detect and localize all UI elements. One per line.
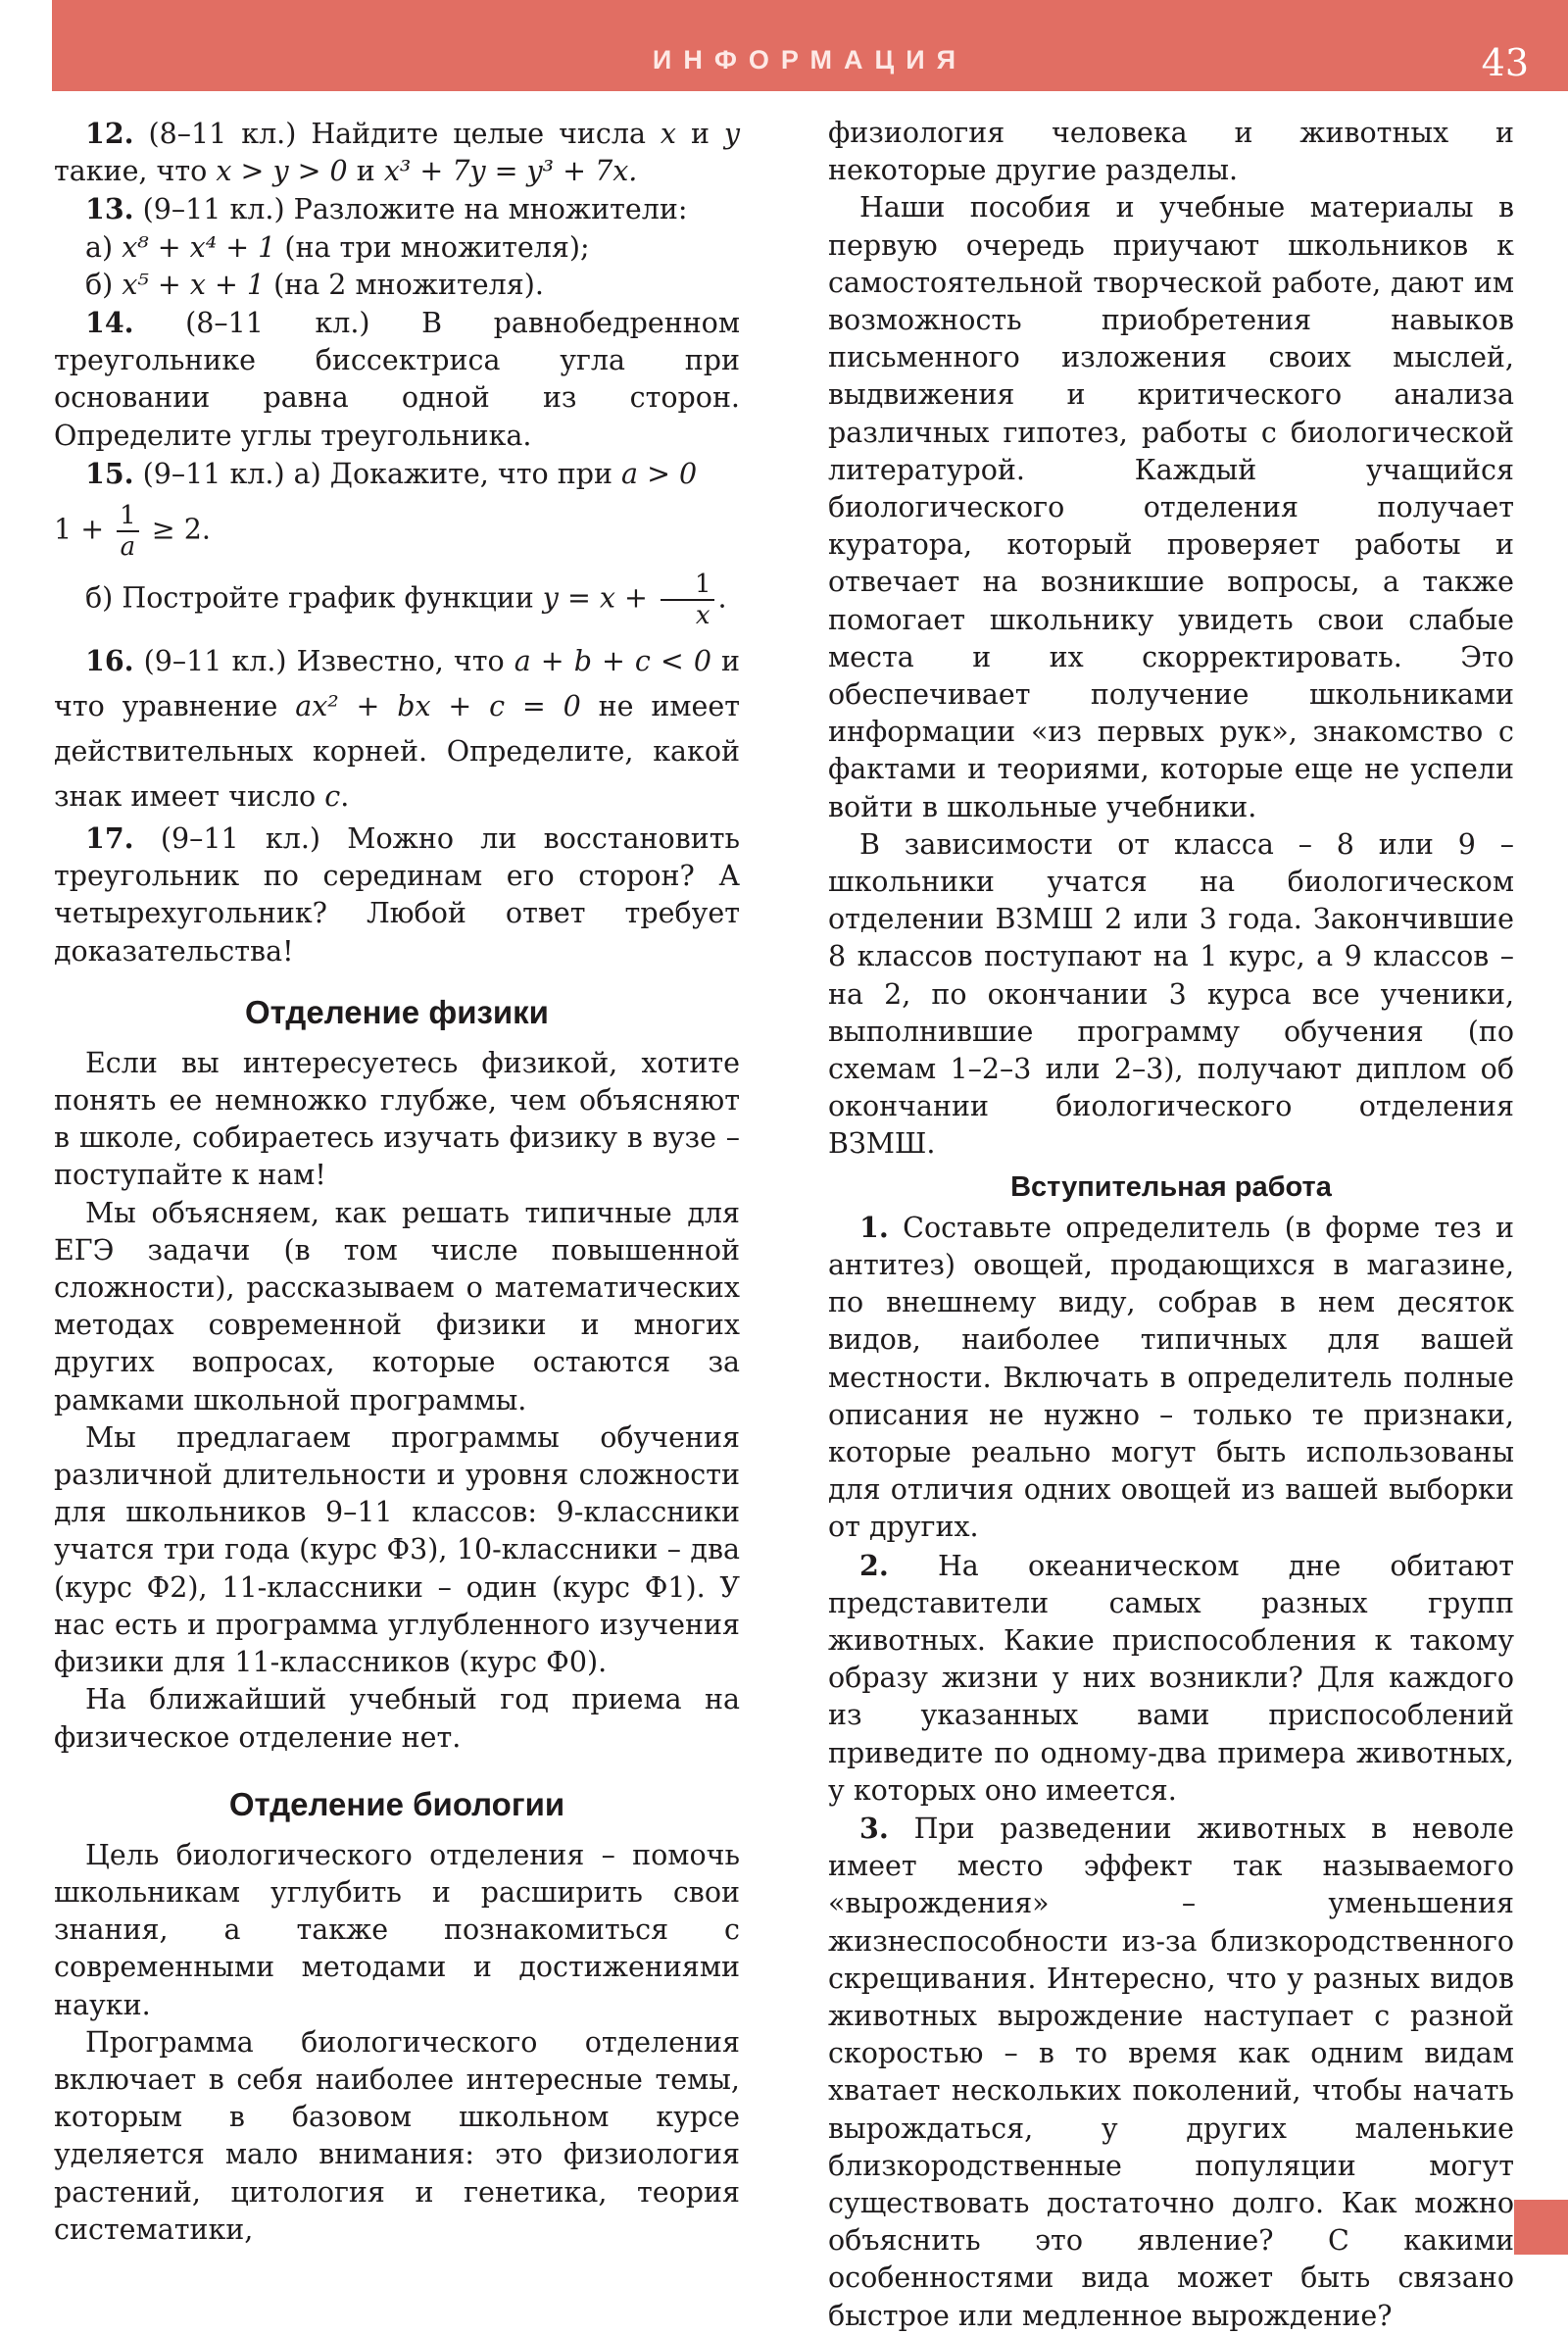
- problem-15-inequality: 1 + $\frac{1}{a}$ ≥ 2.: [54, 501, 211, 563]
- fraction-1-over-a: $\frac{1}{a}$: [117, 501, 139, 562]
- biology-paragraph-part1: Программа биологического отделения включает в себя наиболее интересные темы, которым в базовом школьном курсе уделяется мало внимания: это физиология растений, цитология и генетика, теория систематики,: [54, 2025, 740, 2246]
- corner-accent-block: [1514, 2200, 1568, 2255]
- right-column: [828, 115, 1514, 2335]
- physics-section-title: Отделение физики: [245, 993, 549, 1030]
- physics-paragraph: Мы предлагаем программы обучения различной длительности и уровня сложности для школьников 9–11 классов: 9-классники учатся три года (курс Ф3), 10-классники – два (курс Ф2), 11-классники – один (курс Ф1). У нас есть и программа углубленного изучения физики для 11-классников (курс Ф0).: [54, 1420, 740, 1679]
- entrance-task: 2. На океаническом дне обитают представители самых разных групп животных. Какие приспособления к такому образу жизни у них возникли? Для каждого из указанных вами приспособлений приведите по одному-два примера животных, у которых оно имеется.: [828, 1548, 1515, 1807]
- biology-paragraph: Цель биологического отделения – помочь школьникам углубить и расширить свои знания, а также познакомиться с современными методами и достижениями науки.: [54, 1838, 740, 2021]
- problem-15-b: б) Постройте график функции y = x + $\frac{1}{x}$ .: [85, 570, 727, 631]
- left-column: [54, 115, 740, 2249]
- biology-section-title: Отделение биологии: [228, 1785, 565, 1822]
- entrance-work-title: Вступительная работа: [1010, 1170, 1332, 1203]
- problem-12: 12. (8–11 кл.) Найдите целые числа x и y такие, что x > y > 0 и x³ + 7y = y³ + 7x.: [54, 117, 741, 188]
- entrance-task: 1. Составьте определитель (в форме тез и антитез) овощей, продающихся в магазине, по внешнему виду, собрав в нем десяток видов, наиболее типичных для вашей местности. Включать в определитель полные описания не нужно – только те признаки, которые реально могут быть использованы для отличия одних овощей из вашей выборки от других.: [828, 1210, 1514, 1544]
- physics-paragraph: На ближайший учебный год приема на физическое отделение нет.: [54, 1683, 740, 1754]
- biology-paragraph-part2: физиология человека и животных и некоторые другие разделы.: [828, 117, 1514, 187]
- problem-14: 14. (8–11 кл.) В равнобедренном треугольнике биссектриса угла при основании равна одной из сторон. Определите углы треугольника.: [54, 306, 741, 452]
- problem-13-b: б) x⁵ + x + 1 (на 2 множителя).: [85, 268, 544, 301]
- biology-paragraph: Наши пособия и учебные материалы в первую очередь приучают школьников к самостоятельной творческой работе, дают им возможность приобретения навыков письменного изложения своих мыслей, выдвижения и критического анализа различных гипотез, работы с биологической литературой. Каждый учащийся биологического отделения получает куратора, который проверяет работы и отвечает на возникшие вопросы, а также помогает школьнику увидеть свои слабые места и их скорректировать. Это обеспечивает получение школьниками информации «из первых рук», знакомство с фактами и теориями, которые еще не успели войти в школьные учебники.: [828, 191, 1514, 823]
- page-number: 43: [1481, 41, 1529, 84]
- fraction-1-over-x: $\frac{1}{x}$: [661, 570, 714, 630]
- problem-16: 16. (9–11 кл.) Известно, что a + b + c < 0 и что уравнение ax² + bx + c = 0 не имеет действительных корней. Определите, какой знак имеет число c.: [54, 644, 741, 814]
- problem-15: 15. (9–11 кл.) а) Докажите, что при a > 0: [85, 456, 698, 490]
- physics-paragraph: Если вы интересуетесь физикой, хотите понять ее немножко глубже, чем объясняют в школе, собираетесь изучать физику в вузе – поступайте к нам!: [54, 1046, 740, 1192]
- header-band: [52, 0, 1568, 91]
- physics-paragraph: Мы объясняем, как решать типичные для ЕГЭ задачи (в том числе повышенной сложности), рассказываем о математических методах современной физики и многих других вопросах, которые остаются за рамками школьной программы.: [54, 1196, 740, 1416]
- problem-13: 13. (9–11 кл.) Разложите на множители:: [85, 192, 688, 226]
- problem-13-a: а) x⁸ + x⁴ + 1 (на три множителя);: [85, 230, 590, 264]
- entrance-task: 3. При разведении животных в неволе имеет место эффект так называемого «вырождения» – уменьшения жизнеспособности из-за близкородственного скрещивания. Интересно, что у разных видов животных вырождение наступает с разной скоростью – в то время как одним видам хватает нескольких поколений, чтобы начать вырождаться, у других маленькие близкородственные популяции могут существовать достаточно долго. Как можно объяснить это явление? С какими особенностями вида может быть связано быстрое или медленное вырождение?: [828, 1811, 1514, 2332]
- problem-17: 17. (9–11 кл.) Можно ли восстановить треугольник по серединам его сторон? А четырехугольник? Любой ответ требует доказательства!: [54, 821, 741, 968]
- section-header-title: ИНФОРМАЦИЯ: [652, 45, 968, 75]
- biology-paragraph: В зависимости от класса – 8 или 9 – школьники учатся на биологическом отделении ВЗМШ 2 или 3 года. Закончившие 8 классов поступают на 1 курс, а 9 классов – на 2, по окончании 3 курса все ученики, выполнившие программу обучения (по схемам 1–2–3 или 2–3), получают диплом об окончании биологического отделения ВЗМШ.: [828, 827, 1514, 1161]
